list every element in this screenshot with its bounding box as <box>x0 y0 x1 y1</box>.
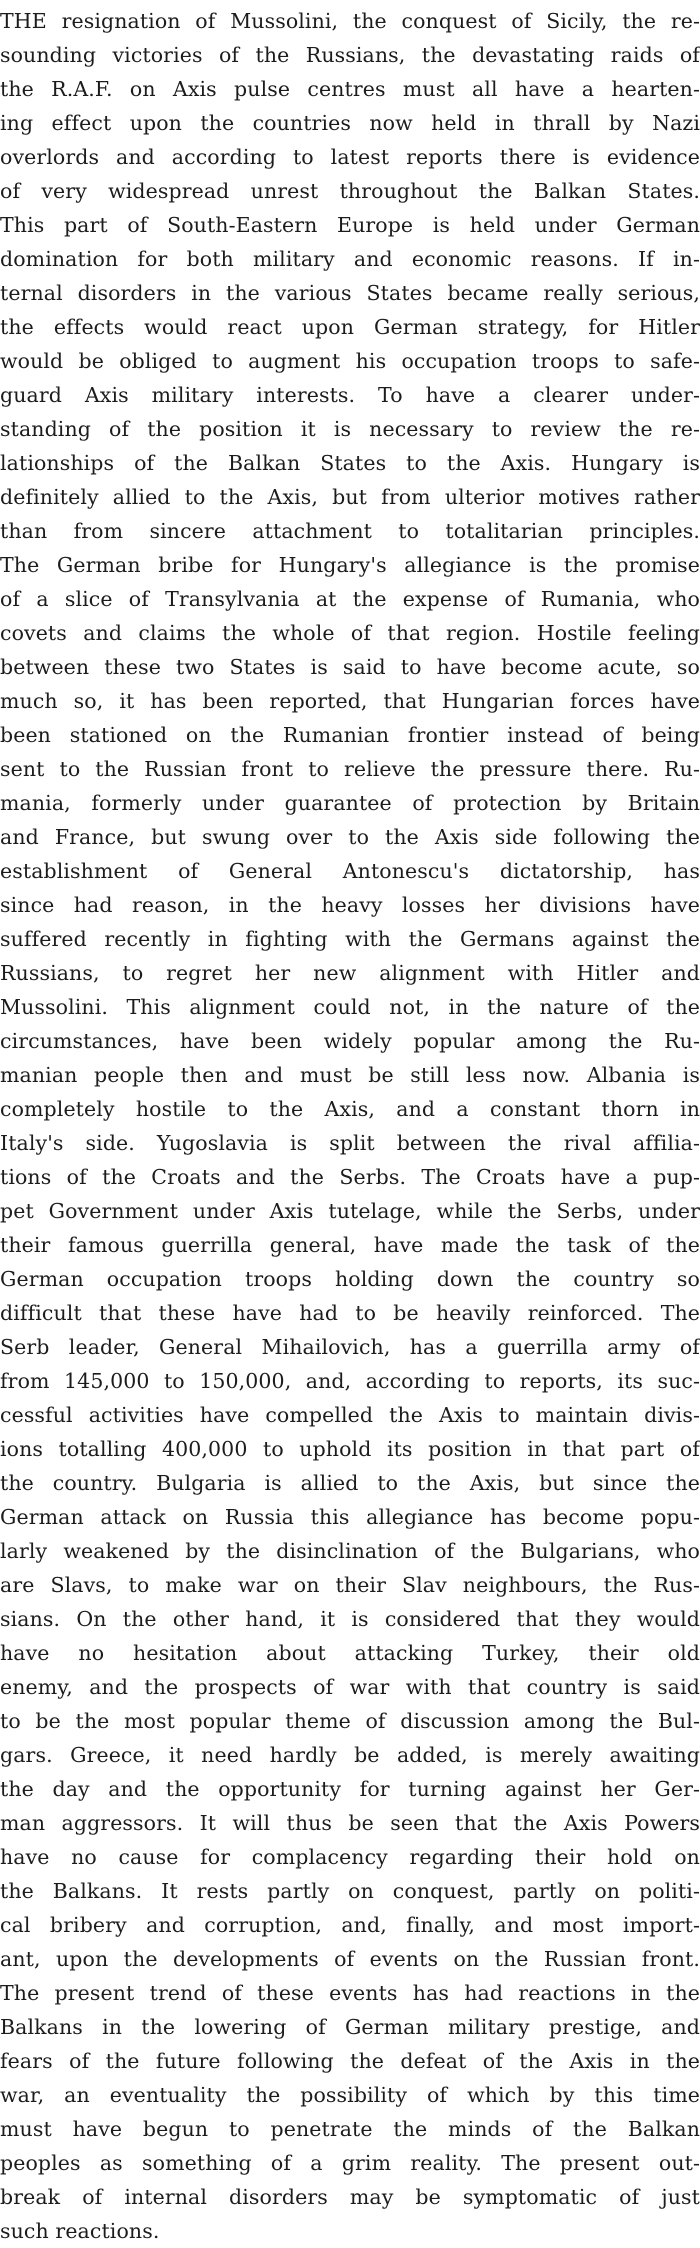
text-line: Serb leader, General Mihailovich, has a guerrilla army of <box>0 1335 700 1359</box>
text-line: been stationed on the Rumanian frontier instead of being <box>0 723 700 747</box>
text-line: difficult that these have had to be heavily reinforced. The <box>0 1301 700 1325</box>
text-line: much so, it has been reported, that Hungarian forces have <box>0 689 700 713</box>
text-line: domination for both military and economic reasons. If in- <box>0 247 700 271</box>
text-line: would be obliged to augment his occupation troops to safe- <box>0 349 700 373</box>
text-line: gars. Greece, it need hardly be added, is merely awaiting <box>0 1743 700 1767</box>
text-line: sians. On the other hand, it is considered that they would <box>0 1607 700 1631</box>
text-line: completely hostile to the Axis, and a constant thorn in <box>0 1097 700 1121</box>
text-line: since had reason, in the heavy losses her divisions have <box>0 893 700 917</box>
text-line: standing of the position it is necessary to review the re- <box>0 417 700 441</box>
text-line: the country. Bulgaria is allied to the Axis, but since the <box>0 1471 700 1495</box>
text-line: the day and the opportunity for turning against her Ger- <box>0 1777 700 1801</box>
text-line: ternal disorders in the various States became really serious, <box>0 281 700 305</box>
text-line: covets and claims the whole of that region. Hostile feeling <box>0 621 700 645</box>
text-line: THE resignation of Mussolini, the conquest of Sicily, the re- <box>0 9 700 33</box>
text-line: than from sincere attachment to totalitarian principles. <box>0 519 700 543</box>
text-line: tions of the Croats and the Serbs. The Croats have a pup- <box>0 1165 700 1189</box>
text-line: must have begun to penetrate the minds of the Balkan <box>0 2117 700 2141</box>
text-line: are Slavs, to make war on their Slav neighbours, the Rus- <box>0 1573 700 1597</box>
text-line: have no cause for complacency regarding their hold on <box>0 1845 700 1869</box>
text-line: sounding victories of the Russians, the devastating raids of <box>0 43 700 67</box>
text-line-last: such reactions. <box>0 2219 160 2243</box>
text-line: their famous guerrilla general, have made the task of the <box>0 1233 700 1257</box>
text-line: The German bribe for Hungary's allegiance is the promise <box>0 553 700 577</box>
text-line: between these two States is said to have become acute, so <box>0 655 700 679</box>
text-line: of very widespread unrest throughout the Balkan States. <box>0 179 700 203</box>
text-line: mania, formerly under guarantee of protection by Britain <box>0 791 700 815</box>
text-line: man aggressors. It will thus be seen that the Axis Powers <box>0 1811 700 1835</box>
text-line: to be the most popular theme of discussion among the Bul- <box>0 1709 700 1733</box>
text-line: German attack on Russia this allegiance has become popu- <box>0 1505 700 1529</box>
text-line: Balkans in the lowering of German military prestige, and <box>0 2015 700 2039</box>
text-line: and France, but swung over to the Axis side following the <box>0 825 700 849</box>
text-line: of a slice of Transylvania at the expense of Rumania, who <box>0 587 700 611</box>
text-line: war, an eventuality the possibility of which by this time <box>0 2083 700 2107</box>
text-line: overlords and according to latest reports there is evidence <box>0 145 700 169</box>
text-line: larly weakened by the disinclination of the Bulgarians, who <box>0 1539 700 1563</box>
text-line: circumstances, have been widely popular among the Ru- <box>0 1029 700 1053</box>
text-line: Italy's side. Yugoslavia is split between the rival affilia- <box>0 1131 700 1155</box>
text-line: The present trend of these events has had reactions in the <box>0 1981 700 2005</box>
text-line: Russians, to regret her new alignment with Hitler and <box>0 961 700 985</box>
text-line: lationships of the Balkan States to the Axis. Hungary is <box>0 451 700 475</box>
text-line: sent to the Russian front to relieve the pressure there. Ru- <box>0 757 700 781</box>
text-line: This part of South-Eastern Europe is held under German <box>0 213 700 237</box>
text-line: Mussolini. This alignment could not, in the nature of the <box>0 995 700 1019</box>
text-line: ing effect upon the countries now held in thrall by Nazi <box>0 111 700 135</box>
article-body <box>0 4 700 2248</box>
text-line: establishment of General Antonescu's dictatorship, has <box>0 859 700 883</box>
text-line: cessful activities have compelled the Axis to maintain divis- <box>0 1403 700 1427</box>
text-line: enemy, and the prospects of war with that country is said <box>0 1675 700 1699</box>
text-line: ions totalling 400,000 to uphold its position in that part of <box>0 1437 700 1461</box>
text-line: the Balkans. It rests partly on conquest, partly on politi- <box>0 1879 700 1903</box>
text-line: the effects would react upon German strategy, for Hitler <box>0 315 700 339</box>
text-line: break of internal disorders may be symptomatic of just <box>0 2185 700 2209</box>
text-line: guard Axis military interests. To have a clearer under- <box>0 383 700 407</box>
text-line: manian people then and must be still less now. Albania is <box>0 1063 700 1087</box>
text-line: definitely allied to the Axis, but from ulterior motives rather <box>0 485 700 509</box>
text-line: German occupation troops holding down the country so <box>0 1267 700 1291</box>
text-line: ant, upon the developments of events on the Russian front. <box>0 1947 700 1971</box>
text-line: fears of the future following the defeat of the Axis in the <box>0 2049 700 2073</box>
text-line: cal bribery and corruption, and, finally, and most import- <box>0 1913 700 1937</box>
text-line: pet Government under Axis tutelage, while the Serbs, under <box>0 1199 700 1223</box>
text-line: have no hesitation about attacking Turkey, their old <box>0 1641 700 1665</box>
text-line: peoples as something of a grim reality. The present out- <box>0 2151 700 2175</box>
text-line: from 145,000 to 150,000, and, according to reports, its suc- <box>0 1369 700 1393</box>
text-line: suffered recently in fighting with the Germans against the <box>0 927 700 951</box>
text-line: the R.A.F. on Axis pulse centres must all have a hearten- <box>0 77 700 101</box>
